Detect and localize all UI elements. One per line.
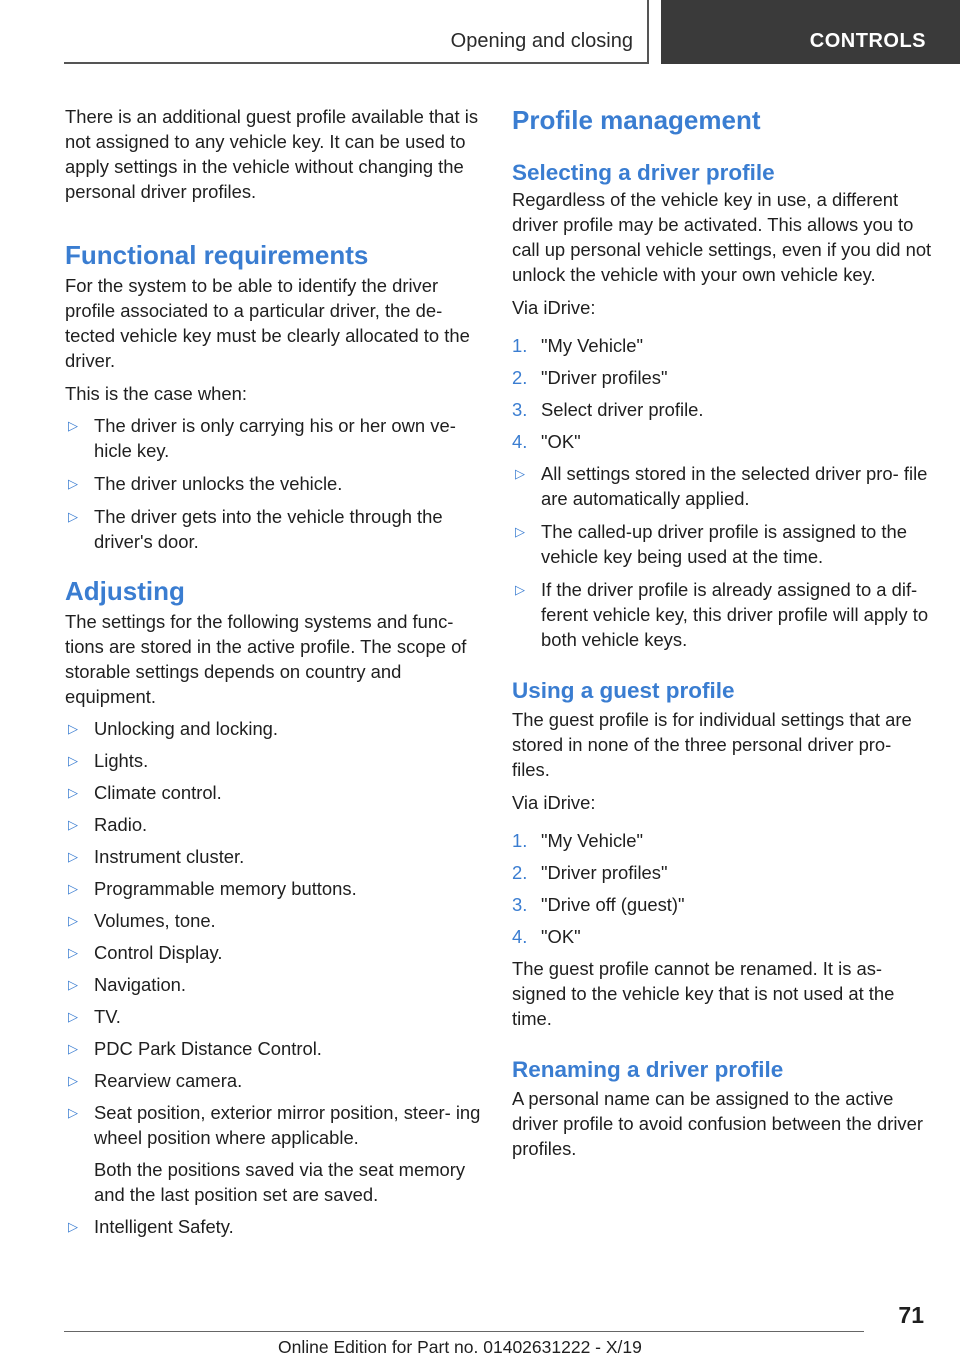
functional-body: For the system to be able to identify the driver profile associated to a particular driver, the de‐ tected vehicle key must be clearly allocated to the driver. bbox=[65, 275, 470, 371]
list-item: ▷ Radio. bbox=[65, 812, 483, 837]
list-item: ▷ Navigation. bbox=[65, 972, 483, 997]
selecting-heading: Selecting a driver profile bbox=[512, 160, 775, 185]
step-item bbox=[512, 828, 932, 853]
step-number: 3. bbox=[512, 894, 528, 915]
selecting-via: Via iDrive: bbox=[512, 297, 596, 318]
step-number: 4. bbox=[512, 926, 528, 947]
seat-item-note: Both the positions saved via the seat memory and the last position set are saved. bbox=[94, 1159, 466, 1205]
step-text: "My Vehicle" bbox=[541, 335, 643, 356]
guest-heading: Using a guest profile bbox=[512, 678, 735, 703]
footer-divider bbox=[64, 1331, 864, 1332]
step-number: 2. bbox=[512, 862, 528, 883]
step-number: 1. bbox=[512, 335, 528, 356]
right-column bbox=[512, 104, 932, 1161]
list-item: ▷ Programmable memory buttons. bbox=[65, 876, 483, 901]
step-text: "Driver profiles" bbox=[541, 862, 668, 883]
list-item: ▷ Climate control. bbox=[65, 780, 483, 805]
selecting-steps bbox=[512, 333, 932, 454]
step-item bbox=[512, 924, 932, 949]
list-item: ▷ The driver is only carrying his or her own ve‐ hicle key. bbox=[65, 413, 483, 463]
renaming-body: A personal name can be assigned to the active driver profile to avoid confusion between the driver profiles. bbox=[512, 1088, 923, 1159]
list-item: ▷ Rearview camera. bbox=[65, 1068, 483, 1093]
header-chapter-tab bbox=[661, 0, 960, 64]
header-section-tab bbox=[64, 0, 649, 64]
adjusting-heading: Adjusting bbox=[65, 576, 185, 606]
list-item: ▷ PDC Park Distance Control. bbox=[65, 1036, 483, 1061]
selecting-body: Regardless of the vehicle key in use, a different driver profile may be activated. This allows you to call up personal vehicle settings, even if you did not unlock the vehicle with your own vehicle key. bbox=[512, 189, 932, 285]
list-item: ▷ The driver unlocks the vehicle. bbox=[65, 471, 483, 496]
guest-body: The guest profile is for individual settings that are stored in none of the three personal driver pro‐ files. bbox=[512, 709, 912, 780]
guest-via: Via iDrive: bbox=[512, 792, 596, 813]
renaming-heading: Renaming a driver profile bbox=[512, 1057, 784, 1082]
step-text: "Drive off (guest)" bbox=[541, 894, 685, 915]
list-item: ▷ The driver gets into the vehicle through the driver's door. bbox=[65, 504, 483, 554]
guest-steps bbox=[512, 828, 932, 949]
step-item bbox=[512, 365, 932, 390]
step-text: "My Vehicle" bbox=[541, 830, 643, 851]
edition-footer: Online Edition for Part no. 01402631222 - X/19 bbox=[278, 1337, 642, 1357]
left-column bbox=[65, 104, 483, 1239]
list-item: ▷ All settings stored in the selected driver pro‐ file are automatically applied. bbox=[512, 461, 932, 511]
functional-requirements-heading: Functional requirements bbox=[65, 240, 369, 270]
list-item: ▷ Intelligent Safety. bbox=[65, 1214, 483, 1239]
list-item: ▷ Lights. bbox=[65, 748, 483, 773]
step-number: 2. bbox=[512, 367, 528, 388]
list-item: ▷ Control Display. bbox=[65, 940, 483, 965]
adjusting-list bbox=[65, 716, 483, 1239]
step-number: 1. bbox=[512, 830, 528, 851]
step-item bbox=[512, 860, 932, 885]
step-item bbox=[512, 333, 932, 358]
functional-lead: This is the case when: bbox=[65, 383, 247, 404]
list-item: ▷ Instrument cluster. bbox=[65, 844, 483, 869]
adjusting-body: The settings for the following systems and func‐ tions are stored in the active profile. The scope of storable settings depends on country and equipment. bbox=[65, 611, 467, 707]
step-text: Select driver profile. bbox=[541, 399, 704, 420]
profile-management-heading: Profile management bbox=[512, 105, 761, 135]
list-item: ▷ The called-up driver profile is assigned to the vehicle key being used at the time. bbox=[512, 519, 932, 569]
step-number: 4. bbox=[512, 431, 528, 452]
step-item bbox=[512, 397, 932, 422]
guest-after: The guest profile cannot be renamed. It is as‐ signed to the vehicle key that is not used at the time. bbox=[512, 958, 895, 1029]
step-text: "OK" bbox=[541, 431, 581, 452]
step-number: 3. bbox=[512, 399, 528, 420]
list-item: ▷ Volumes, tone. bbox=[65, 908, 483, 933]
functional-list bbox=[65, 413, 483, 554]
section-title: Opening and closing bbox=[450, 30, 633, 52]
step-text: "Driver profiles" bbox=[541, 367, 668, 388]
list-item: ▷ TV. bbox=[65, 1004, 483, 1029]
step-text: "OK" bbox=[541, 926, 581, 947]
page-number: 71 bbox=[898, 1302, 924, 1328]
chapter-title: CONTROLS bbox=[809, 30, 926, 52]
step-item bbox=[512, 429, 932, 454]
list-item: ▷ If the driver profile is already assigned to a dif‐ ferent vehicle key, this driver profile will apply to both vehicle keys. bbox=[512, 577, 932, 652]
seat-item-text: Seat position, exterior mirror position, steer‐ ing wheel position where applicable. bbox=[94, 1102, 481, 1148]
list-item bbox=[65, 1100, 483, 1207]
list-item: ▷ Unlocking and locking. bbox=[65, 716, 483, 741]
step-item bbox=[512, 892, 932, 917]
selecting-notes bbox=[512, 461, 932, 652]
intro-paragraph: There is an additional guest profile available that is not assigned to any vehicle key. It can be used to apply settings in the vehicle without changing the personal driver profiles. bbox=[65, 106, 479, 202]
